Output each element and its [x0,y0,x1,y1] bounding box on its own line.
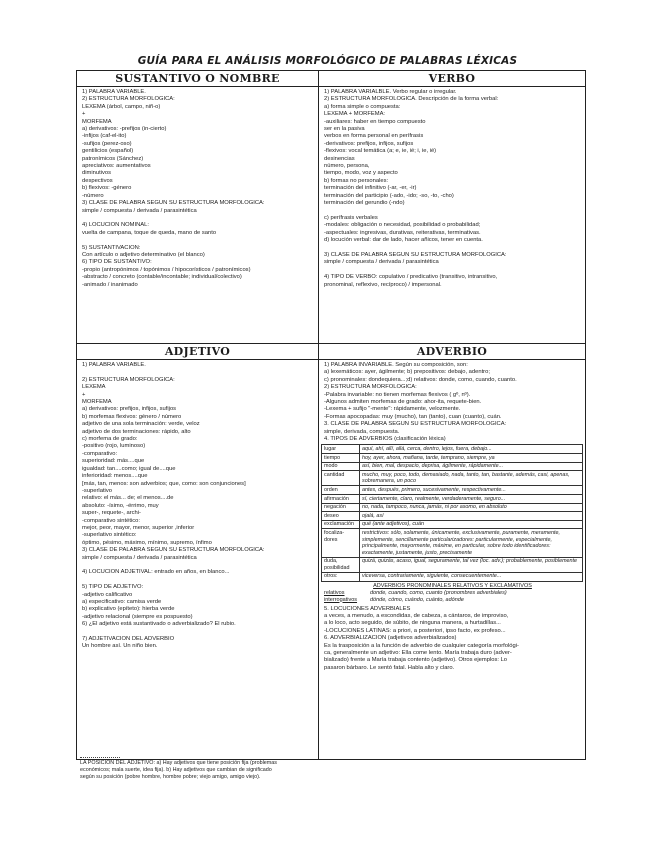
relativos-examples: donde, cuando, como, cuanto (pronombres adverbiales) [370,589,507,596]
adjetivo-line: mejor, peor, mayor, menor, superior ,inferior [82,524,195,531]
adverb-type-label: orden [322,486,360,495]
adverb-type-label: tiempo [322,454,360,463]
adverb-type-label: focaliza-dores [322,529,360,557]
sustantivo-line [82,237,314,244]
sustantivo-line: -abstracto / concreto (contable/incontable; individual/colectivo) [82,274,242,281]
verbo-line [324,267,581,274]
adjetivo-line: óptimo, pésimo, máximo, mínimo, supremo, ínfimo [82,539,212,546]
adverbio-line: 1) PALABRA INVARIABLE. Según su composición, son: [324,362,468,368]
adverbio-line: 6. ADVERBIALIZACIÓN (adjetivos adverbializados) [324,635,457,642]
adverbio-line: Es la trasposición a la función de adverbio de cualquier categoría morfológi- [324,642,519,649]
adverbio-line: -Formas apocopadas: muy (mucho), tan (tanto), cuan (cuanto), cuán. [324,413,502,420]
verbo-line: 2) ESTRUCTURA MORFOLÓGICA. Descripción de la forma verbal: [324,96,499,103]
adverbio-body [319,360,585,443]
adverb-type-row [322,454,583,463]
adverb-type-examples: sí, ciertamente, claro, realmente, verdaderamente, seguro... [360,495,583,504]
footer-note [80,760,318,780]
adverbio-line: 5. LOCUCIONES ADVERBIALES [324,605,411,612]
relativos-rows [324,590,581,604]
verbo-heading: VERBO [319,71,585,87]
adjetivo-line: adjetivo de dos terminaciones: rápido, alto [82,428,191,435]
relativos-label: relativos [324,589,345,596]
adjetivo-line: -comparativo: [82,450,118,457]
adverb-type-examples: no, nada, tampoco, nunca, jamás, ni por asomo, en absoluto [360,503,583,512]
sustantivo-line: apreciativos: aumentativos [82,163,151,170]
verbo-line: ser en la pasiva [324,126,365,133]
adjetivo-section [77,343,318,759]
sustantivo-line: vuelta de campana, toque de queda, mano de santo [82,229,217,236]
adjetivo-line: b) morfemas flexivos: género / número [82,413,182,420]
relativos-label: interrogativos [324,596,358,603]
guide-sheet [76,70,586,760]
adverb-type-row [322,471,583,486]
verbo-line: c) perífrasis verbales [324,214,378,221]
adjetivo-line: adjetivo de una sola terminación: verde, veloz [82,421,200,428]
verbo-line: terminación del infinitivo (-ar, -er, -ir) [324,185,417,192]
adverb-type-examples: antes, después, primero, sucesivamente, respectivamente... [360,486,583,495]
adverb-type-row [322,512,583,521]
verbo-line: -auxiliares: haber en tiempo compuesto [324,118,426,125]
adjetivo-line: -adjetivo relacional (siempre es pospuesto) [82,613,193,620]
adverb-type-row [322,557,583,572]
adjetivo-line [82,629,314,636]
adjetivo-line: simple / compuesta / derivada / parasintética [82,554,197,561]
adverb-type-label: exclamación [322,520,360,529]
verbo-line: tiempo, modo, voz y aspecto [324,170,398,177]
verbo-line: b) formas no personales: [324,177,389,184]
adverb-type-row [322,495,583,504]
footer-line: LA POSICIÓN DEL ADJETIVO: a) Hay adjetivos que tiene posición fija (problemas [80,760,277,766]
adverb-type-row [322,529,583,557]
adverb-type-examples: quizá, quizás, acaso, igual, seguramente, tal vez (loc. adv.); probablemente, posiblemente [360,557,583,572]
adjetivo-line: + [82,391,86,398]
verbo-line: -modales: obligación o necesidad, posibilidad o probabilidad; [324,222,481,229]
verbo-line: a) forma simple o compuesta: [324,103,401,110]
verbo-line: terminación del participio (-ado, -ido; -so, -to, -cho) [324,192,454,199]
page-title: GUÍA PARA EL ANÁLISIS MORFOLÓGICO DE PALABRAS LÉXICAS [137,55,518,67]
verbo-line: verbos en forma personal en perífrasis [324,133,424,140]
adverb-type-examples: restrictivos: sólo, solamente, únicamente, exclusivamente, puramente, meramente, simplemente, sencillamente particularizadores: particularmente, especialmente, principalmente, mayormente, máxime, en particular, sobre todo identificadores: exactamente, justamente, justo, precisamente [360,529,583,557]
verbo-line: pronominal, reflexivo, recíproco) / impersonal. [324,281,442,288]
adjetivo-line: 3) CLASE DE PALABRA SEGÚN SU ESTRUCTURA MORFOLÓGICA: [82,547,265,554]
adjetivo-line: absoluto: -ísimo, -érrimo, muy [82,502,159,509]
adverb-type-label: afirmación [322,495,360,504]
sustantivo-line: Con artículo o adjetivo determinativo (el blanco) [82,251,205,258]
adverb-type-label: negación [322,503,360,512]
adverb-type-label: lugar [322,445,360,454]
adverb-type-label: cantidad [322,471,360,486]
adverb-type-examples: hoy, ayer, ahora, mañana, tarde, temprano, siempre, ya [360,454,583,463]
adjetivo-line: inferioridad: menos....que [82,473,148,480]
adjetivo-line: 6) ¿El adjetivo está sustantivado o adverbializado? El rubio. [82,621,236,628]
sustantivo-line: diminutivos [82,170,111,177]
adjetivo-line [82,577,314,584]
adverbio-section [319,343,585,759]
relativos-block [319,583,585,604]
adverb-type-examples: viceversa, contrariamente, siguiente, consecuentemente... [360,572,583,581]
adjetivo-line: 7) ADJETIVACIÓN DEL ADVERBIO [82,636,175,643]
adjetivo-line: b) explicativo (epíteto): hierba verde [82,606,175,613]
adjetivo-line: MORFEMA [82,399,112,406]
adverbio-body-bottom [319,604,585,673]
sustantivo-line: -infijos (caf-el-ito) [82,133,127,140]
adverb-type-row [322,503,583,512]
adverbio-line: -Algunos admiten morfemas de grado: ahor-ita, requete-bien. [324,399,482,406]
adverbio-line: 3. CLASE DE PALABRA SEGÚN SU ESTRUCTURA MORFOLÓGICA: [324,421,507,428]
relativos-examples: dónde, cómo, cuándo, cuánto, adónde [370,596,464,603]
sustantivo-line: 3) CLASE DE PALABRA SEGÚN SU ESTRUCTURA MORFOLÓGICA: [82,200,265,207]
adverb-type-row [322,445,583,454]
adjetivo-body [77,360,318,651]
adjetivo-line [82,369,314,376]
left-column [77,71,319,759]
sustantivo-line: MORFEMA [82,118,112,125]
adjetivo-line: 5) TIPO DE ADJETIVO: [82,584,144,591]
sustantivo-line: a) derivativos: -prefijos (in-cierto) [82,126,167,133]
verbo-line: -flexivos: vocal temática (a; e, ie, ié; i, ie, ié) [324,148,437,155]
adjetivo-line: -comparativo sintético: [82,517,140,524]
adverbio-heading: ADVERBIO [319,344,585,360]
verbo-line: 3) CLASE DE PALABRA SEGÚN SU ESTRUCTURA MORFOLÓGICA: [324,251,507,258]
adverbio-line: 2) ESTRUCTURA MORFOLÓGICA: [324,384,417,391]
sustantivo-line: 1) PALABRA VARIABLE. [82,89,146,95]
dotted-separator [80,757,120,758]
right-column [319,71,585,759]
verbo-line: terminación del gerundio (-ndo) [324,200,405,207]
verbo-line: -aspectuales: ingresivas, durativas, reiterativas, terminativas. [324,229,481,236]
adverb-type-row [322,486,583,495]
sustantivo-line: despectivos [82,177,113,184]
adverb-type-row [322,520,583,529]
adverb-type-label: modo [322,462,360,471]
sustantivo-line: 2) ESTRUCTURA MORFOLÓGICA: [82,96,175,103]
adverb-type-examples: ojalá, así [360,512,583,521]
verbo-line: -derivativos: prefijos, infijos, sufijos [324,140,414,147]
adverb-type-label: duda, posibilidad [322,557,360,572]
adjetivo-line: a) especificativo: camisa verde [82,599,162,605]
adjetivo-line: [más, tan, menos: son adverbios; que, como: son conjunciones] [82,480,246,487]
sustantivo-body [77,87,318,289]
sustantivo-line [82,215,314,222]
verbo-line: simple / compuesta / derivada / parasintética [324,259,439,266]
sustantivo-line: 5) SUSTANTIVACIÓN: [82,244,141,251]
adjetivo-line: -adjetivo calificativo [82,591,133,598]
footer-line: según su posición (pobre hombre, hombre pobre; viejo amigo, amigo viejo). [80,773,261,780]
sustantivo-line: 6) TIPO DE SUSTANTIVO: [82,259,152,266]
sustantivo-line: b) flexivos: -género [82,185,132,192]
adverbio-line: a) lexemáticos: ayer, ágilmente; b) prepositivos: debajo, adentro; [324,369,490,376]
verbo-line: LEXEMA + MORFEMA: [324,111,386,118]
adjetivo-line: LEXEMA [82,384,106,391]
adjetivo-line: super-, requete-, archi- [82,510,141,517]
verbo-line: 1) PALABRA VARIALBLE. Verbo regular o irregular. [324,89,457,95]
sustantivo-heading: SUSTANTIVO O NOMBRE [77,71,318,87]
verbo-line [324,208,581,215]
adjetivo-line: superioridad: más....que [82,458,145,465]
adjetivo-line: -superlativo [82,487,112,494]
adverbio-line: -Lexema + sufijo "-mente": rápidamente, velozmente. [324,406,461,413]
sustantivo-line: -propio (antropónimos / topónimos / hipocorísticos / patronímicos) [82,266,251,273]
sustantivo-line: 4) LOCUCIÓN NOMINAL: [82,222,149,229]
verbo-line: 4) TIPO DE VERBO: copulativo / predicativo (transitivo, intransitivo, [324,274,498,281]
adverb-type-row [322,572,583,581]
adjetivo-line: a) derivativos: prefijos, infijos, sufijos [82,406,177,413]
adverbio-line: bializado) frente a María trabaja contento (adjetivo). Otros ejemplos: Lo [324,657,508,664]
verbo-line: desinencias [324,155,355,162]
adverb-type-examples: mucho, muy, poco, todo, demasiado, nada, tanto, tan, bastante, además, casi, apenas, sobremanera, un poco [360,471,583,486]
adjetivo-line: 1) PALABRA VARIABLE. [82,362,146,368]
adverbio-line: simple, derivada, compuesta. [324,428,400,435]
relativos-row [324,590,581,597]
sustantivo-line: LEXEMA (árbol, campo, niñ-o) [82,103,161,110]
adjetivo-line: Un hombre así. Un niño bien. [82,643,158,650]
adverb-type-row [322,462,583,471]
adverb-type-examples: aquí, ahí, allí, allá, cerca, dentro, lejos, fuera, debajo... [360,445,583,454]
adverbio-line: 4. TIPOS DE ADVERBIOS (clasificación léxica) [324,436,446,443]
adverb-types-table [321,444,583,581]
verbo-line: d) locución verbal: dar de lado, hacer añicos, tener en cuenta. [324,237,483,244]
sustantivo-section [77,71,318,343]
sustantivo-line: simple / compuesta / derivada / parasintética [82,207,197,214]
adjetivo-line: relativo: el más... de; el menos....de [82,495,174,502]
verbo-line [324,245,581,252]
sustantivo-line: gentilicios (español) [82,148,134,155]
adjetivo-line: -positivo (rojo, luminoso) [82,443,146,450]
verbo-body [319,87,585,289]
adjetivo-line: 2) ESTRUCTURA MORFOLÓGICA: [82,376,175,383]
adverb-type-examples: así, bien, mal, despacio, deprisa, ágilmente, rápidamente... [360,462,583,471]
verbo-line: número, persona, [324,163,370,170]
sustantivo-line: + [82,111,86,118]
adverbio-line: c) pronominales: dondequiera...;d) relativos: donde, como, cuando, cuanto. [324,376,517,383]
relativos-row [324,597,581,604]
sustantivo-line: -animado / inanimado [82,281,138,288]
adverbio-line: ca, generalmente un adjetivo: Ella come lento. María trabaja duro (adver- [324,650,512,656]
adverbio-line: a lo loco, acto seguido, de súbito, de ninguna manera, a hurtadillas... [324,620,501,627]
sustantivo-line: -sufijos (perez-oso) [82,140,132,147]
adverbio-line: -Palabra invariable: no tienen morfemas flexivos ( gº, nº). [324,391,471,398]
adjetivo-line: igualdad: tan....como; igual de....que [82,465,176,472]
adverb-type-examples: qué (ante adjetivos), cuán [360,520,583,529]
adjetivo-line: 4) LOCUCIÓN ADJETIVAL: entrado en años, en blanco... [82,569,230,576]
relativos-heading: ADVERBIOS PRONOMINALES RELATIVOS Y EXCLAMATIVOS [373,582,532,589]
sustantivo-line: patronímicos (Sánchez) [82,155,144,162]
verbo-section [319,71,585,343]
adjetivo-line: -superlativo sintético: [82,532,137,539]
adverbio-line: a veces, a menudo, a escondidas, de cabeza, a cántaros, de improviso, [324,612,509,619]
sustantivo-line: -número [82,192,104,199]
adjetivo-heading: ADJETIVO [77,344,318,360]
adjetivo-line: c) morfema de grado: [82,436,138,443]
adjetivo-line [82,562,314,569]
adverb-type-label: deseo [322,512,360,521]
adverbio-line: pasaron bárbaro. Le sentó fatal. Habla alto y claro. [324,664,455,671]
adverbio-line: -LOCUCIONES LATINAS: a priori, a posteriori, ipso facto, ex profeso... [324,627,506,634]
footer-line: económicos; mala suerte, idea fija). b) Hay adjetivos que cambian de significado [80,766,272,773]
adverb-type-label: otros: [322,572,360,581]
